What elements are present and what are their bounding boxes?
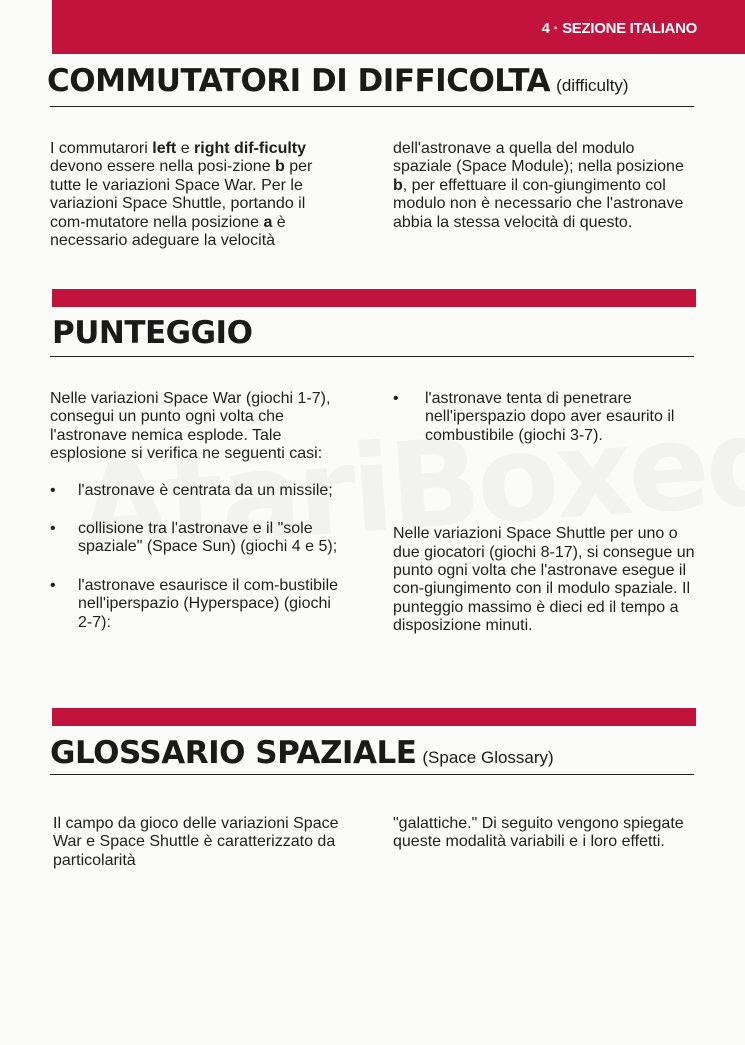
bold-run: right dif-ficulty bbox=[194, 140, 307, 157]
difficulty-right-text bbox=[393, 140, 693, 232]
difficulty-left-text bbox=[50, 140, 340, 250]
punteggio-right-bullet-list bbox=[393, 390, 695, 445]
punteggio-intro: Nelle variazioni Space War (giochi 1-7), consegui un punto ogni volta che l'astronave nemica esplode. Tale esplosione si verifica ne seguenti casi: bbox=[50, 390, 331, 463]
punteggio-rule bbox=[50, 356, 694, 357]
bold-run: b bbox=[275, 158, 285, 176]
glossario-left-para: Il campo da gioco delle variazioni Space War e Space Shuttle è caratterizzato da particolarità bbox=[53, 815, 339, 869]
text-run: devono essere nella posi-zione bbox=[50, 158, 276, 176]
text-run: dell'astronave a quella del modulo spaziale (Space Module); nella posizione bbox=[393, 140, 684, 176]
section-band bbox=[52, 289, 696, 307]
difficulty-title: COMMUTATORI DI DIFFICOLTA bbox=[47, 63, 551, 99]
glossario-heading bbox=[50, 734, 554, 777]
glossario-rule bbox=[50, 774, 694, 775]
text-run: è necessario adeguare la velocità bbox=[50, 213, 286, 250]
glossario-left-text bbox=[53, 815, 343, 870]
text-run: , per effettuare il con-giungimento col modulo non è necessario che l'astronave abbia la stessa velocità di questo. bbox=[393, 176, 684, 231]
glossario-subtitle: (Space Glossary) bbox=[422, 748, 554, 767]
difficulty-subtitle: (difficulty) bbox=[556, 76, 629, 95]
top-color-bar bbox=[52, 0, 745, 54]
punteggio-shuttle-para: Nelle variazioni Space Shuttle per uno o due giocatori (giochi 8-17), si consegue un punto ogni volta che l'astronave esegue il con-giungimento con il modulo spaziale. Il punteggio massimo è dieci ed il tempo a disposizione minuti. bbox=[393, 525, 695, 635]
difficulty-rule bbox=[50, 106, 694, 107]
list-item: • l'astronave è centrata da un missile; bbox=[50, 482, 340, 500]
glossario-right-para: "galattiche." Di seguito vengono spiegate queste modalità variabili e i loro effetti. bbox=[393, 815, 684, 851]
glossario-title: GLOSSARIO SPAZIALE bbox=[50, 735, 417, 771]
bold-run: b bbox=[393, 176, 403, 194]
text-run: e bbox=[176, 140, 195, 157]
punteggio-title: PUNTEGGIO bbox=[52, 315, 253, 351]
list-item: • collisione tra l'astronave e il "sole spaziale" (Space Sun) (giochi 4 e 5); bbox=[50, 520, 340, 557]
bold-run: a bbox=[263, 213, 273, 231]
punteggio-heading bbox=[52, 314, 252, 352]
text-run: I commutarori bbox=[50, 140, 153, 157]
list-item: • l'astronave tenta di penetrare nell'iperspazio dopo aver esaurito il combustibile (giochi 3-7). bbox=[393, 390, 695, 445]
section-band bbox=[52, 708, 696, 726]
bold-run: left bbox=[152, 140, 177, 157]
punteggio-left-text bbox=[50, 390, 340, 632]
punteggio-right-text bbox=[393, 390, 695, 636]
glossario-right-text bbox=[393, 815, 693, 852]
punteggio-bullet-list bbox=[50, 482, 340, 632]
text-run: per tutte le variazioni Space War. Per le variazioni Space Shuttle, portando il com-mutatore nella posizione bbox=[50, 158, 313, 231]
list-item: • l'astronave esaurisce il com-bustibile nell'iperspazio (Hyperspace) (giochi 2-7): bbox=[50, 577, 340, 632]
section-tag: 4 · SEZIONE ITALIANO bbox=[541, 20, 697, 37]
difficulty-heading bbox=[47, 62, 629, 105]
